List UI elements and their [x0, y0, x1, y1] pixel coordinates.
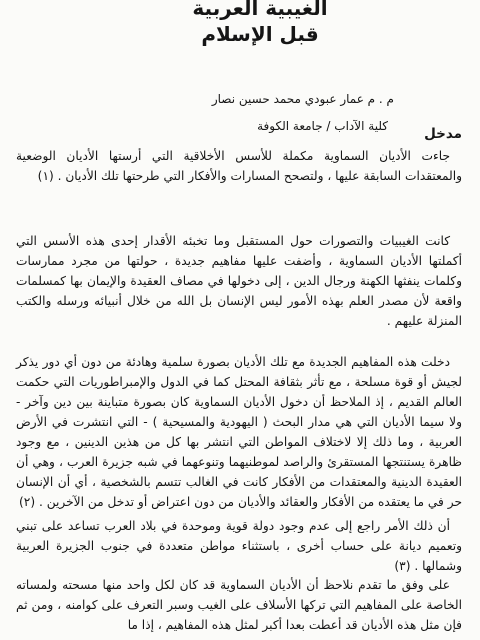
paragraph-1: جاءت الأديان السماوية مكملة للأسس الأخلاقية التي أرستها الأديان الوضعية والمعتقدات السابقة عليها ، ولتصحح المسارات والأفكار التي طرحتها تلك الأديان . (١)	[16, 149, 462, 183]
section-heading: مدخل	[424, 126, 462, 142]
paragraph-4: أن ذلك الأمر راجع إلى عدم وجود دولة قوية وموحدة في بلاد العرب تساعد على تبني وتعميم ديانة على حساب أخرى ، باستثناء مواطن متعددة في جنوب الجزيرة العربية وشمالها . (٣)	[16, 519, 462, 573]
author-affiliation: كلية الآداب / جامعة الكوفة	[257, 119, 388, 133]
title-line-2: قبل الإسلام	[201, 22, 319, 46]
author-name: م . م عمار عبودي محمد حسين نصار	[211, 92, 394, 106]
paragraph-5: على وفق ما تقدم نلاحظ أن الأديان السماوية قد كان لكل واحد منها مسحته ولمساته الخاصة على المفاهيم التي تركها الأسلاف على الغيب وسبر التعرف على كوامنه ، ومن ثم فإن مثل هذه الأديان قد أعطت بعدا أكبر لمثل هذه المفاهيم ، إذا ما	[16, 578, 462, 632]
paragraph-3: دخلت هذه المفاهيم الجديدة مع تلك الأديان بصورة سلمية وهادئة من دون أي دور يذكر لجيش أو قوة مسلحة ، مع تأثر بثقافة المحتل كما في الدول والإمبراطوريات التي حكمت العالم القديم ، إذ الملاحظ أن دخول الأديان السماوية كان بصورة متباينة بين دين وآخر - ولا سيما الأديان التي هي مدار البحث ( اليهودية والمسيحية ) - التي انتشرت في الأرض العربية ، وما ذلك إلا لاختلاف المواطن التي انتشر بها كل من هذين الدينين ، مع وجود ظاهرة يستنتجها المستقرئ والراصد لموطنيهما وتنوعهما في شبه جزيرة العرب ، وهي أن العقيدة الدينية والمعتقدات من الأفكار كانت في الغالب تتسم بالشخصية ، أي أن الإنسان حر في ما يعتقده من الأفكار والعقائد والأديان من دون اعتراض أو تدخل من الآخرين . (٢)	[16, 355, 462, 509]
paragraph-2: كانت الغيبيات والتصورات حول المستقبل وما تخبئه الأقدار إحدى هذه الأسس التي أكملتها الأديان السماوية ، وأضفت عليها مفاهيم جديدة ، حولتها من مجرد ممارسات وكلمات ينفثها الكهنة ورجال الدين ، إلى دخولها في مصاف العقيدة والإيمان بها كمسلمات واقعة لأن مصدر العلم بهذه الأمور ليس الإنسان بل الله من خلال أنبيائه ورسله والكتب المنزلة عليهم .	[16, 234, 462, 328]
title-line-1: الغيبية العربية	[192, 0, 328, 20]
